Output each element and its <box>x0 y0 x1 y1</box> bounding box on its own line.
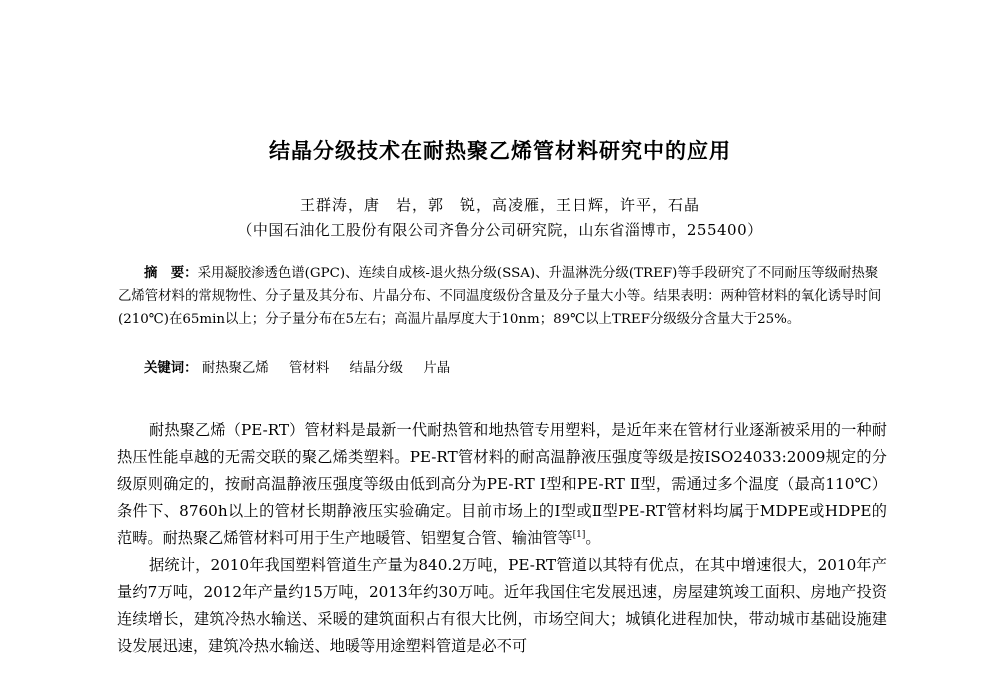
abstract-text: 采用凝胶渗透色谱(GPC)、连续自成核-退火热分级(SSA)、升温淋洗分级(TREF)等手段研究了不同耐压等级耐热聚乙烯管材料的常规物性、分子量及其分布、片晶分布、不同温度级份含量及分子量大小等。结果表明：两种管材料的氧化诱导时间(210℃)在65min以上；分子量分布在5左右；高温片晶厚度大于10nm；89℃以上TREF分级级分含量大于25%。 <box>118 266 882 327</box>
abstract-label: 摘 要： <box>144 266 198 281</box>
affiliation: （中国石油化工股份有限公司齐鲁分公司研究院，山东省淄博市，255400） <box>237 221 763 239</box>
paragraph-1-text: 耐热聚乙烯（PE-RT）管材料是最新一代耐热管和地热管专用塑料，是近年来在管材行业逐渐被采用的一种耐热压性能卓越的无需交联的聚乙烯类塑料。PE-RT管材料的耐高温静液压强度等级是按ISO24033:2009规定的分级原则确定的，按耐高温静液压强度等级由低到高分为PE-RT Ⅰ型和PE-RT Ⅱ型，需通过多个温度（最高110℃）条件下、8760h以上的管材长期静液压实验确定。目前市场上的Ⅰ型或Ⅱ型PE-RT管材料均属于MDPE或HDPE的范畴。耐热聚乙烯管材料可用于生产地暖管、铝塑复合管、输油管等 <box>117 421 887 547</box>
keyword-item: 结晶分级 <box>349 361 404 376</box>
abstract <box>118 262 888 331</box>
paragraph-1 <box>117 417 887 552</box>
keyword-item: 片晶 <box>423 361 451 376</box>
paragraph-1-end: 。 <box>585 529 601 547</box>
keyword-item: 耐热聚乙烯 <box>201 361 269 376</box>
keywords <box>144 357 884 380</box>
citation-ref: [1] <box>572 529 586 540</box>
paragraph-2: 据统计，2010年我国塑料管道生产量为840.2万吨，PE-RT管道以其特有优点，在其中增速很大，2010年产量约7万吨，2012年产量约15万吨，2013年约30万吨。近年我国住宅发展迅速，房屋建筑竣工面积、房地产投资连续增长，建筑冷热水输送、采暖的建筑面积占有很大比例，市场空间大；城镇化进程加快，带动城市基础设施建设发展迅速，建筑冷热水输送、地暖等用途塑料管道是必不可 <box>117 556 887 655</box>
paper-title: 结晶分级技术在耐热聚乙烯管材料研究中的应用 <box>269 139 731 163</box>
keywords-label: 关键词： <box>144 361 198 376</box>
author-list: 王群涛，唐 岩，郭 锐，高凌雁，王日辉，许平，石晶 <box>299 196 700 214</box>
keyword-item: 管材料 <box>289 361 330 376</box>
body-text <box>117 417 887 660</box>
